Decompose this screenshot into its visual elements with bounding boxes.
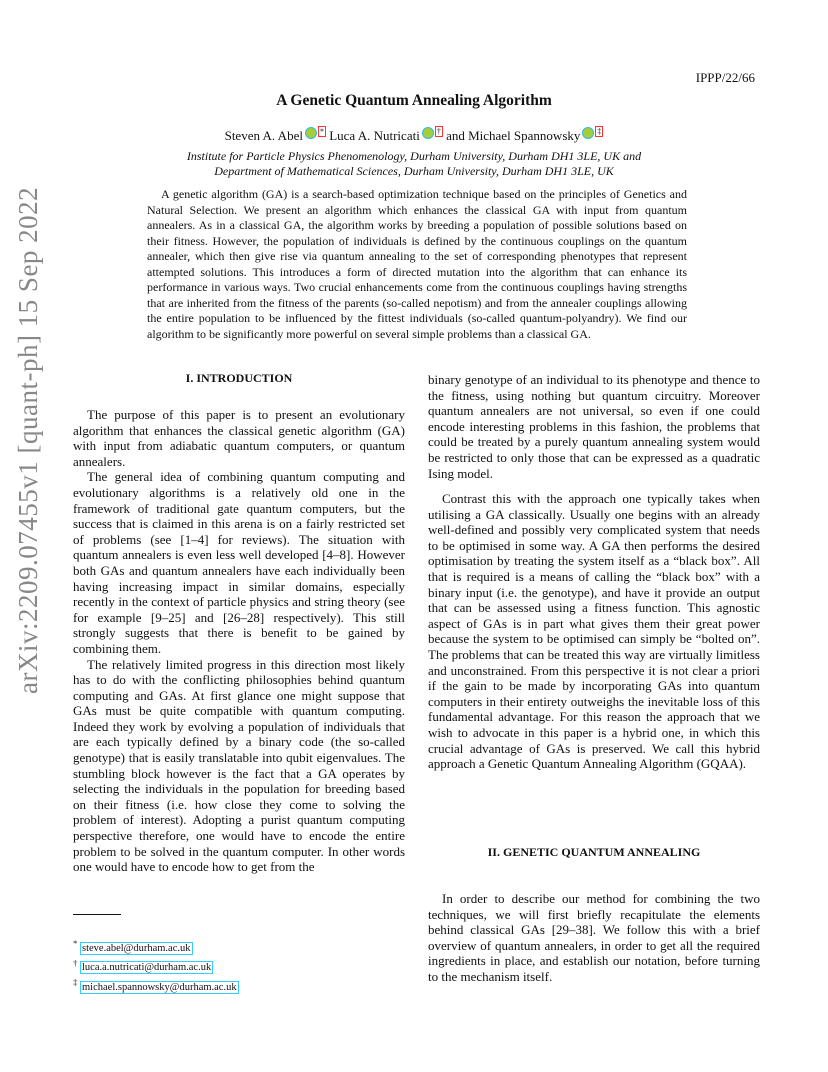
email-link[interactable]: steve.abel@durham.ac.uk: [82, 942, 191, 954]
paragraph: The relatively limited progress in this direction most likely has to do with the conflicting philosophies behind quantum computing and GAs. At first glance one might suppose that GAs must be quite compatible with quantum computing. Indeed they work by evolving a population of individuals that are each typically defined by a binary code (the so-called genotype) that is easily translatable into qubit eigenvalues. The stumbling block however is the fact that a GA operates by selecting the individuals in the population for breeding based on their fitness (i.e. how close they come to solving the problem of interest). Adopting a purist quantum computing perspective therefore, one would have to encode the entire problem to be solved in the quantum computer. In other words one would have to encode how to get from the: [73, 656, 405, 875]
email-link[interactable]: michael.spannowsky@durham.ac.uk: [82, 981, 237, 993]
paragraph: Contrast this with the approach one typically takes when utilising a GA classically. Usually one begins with an already well-defined and possibly very complicated system that needs to be optimised in some way. A GA then performs the desired optimisation by treating the system itself as a “black box”. All that is required is a means of calling the “black box” with a binary input (i.e. the genotype), and have it provide an output that can be assessed using a fitness function. This agnostic aspect of GAs is in part what gives them their great power because the system to be optimised can simply be “bolted on”. The problems that can be treated this way are virtually limitless and unconstrained. From this perspective it is not clear a priori if the gain to be made by incorporating GAs into quantum computers in their entirety outweighs the inevitable loss of this fundamental advantage. For this reason the approach that we wish to advocate in this paper is a hybrid one, in which this crucial advantage of GAs is preserved. We call this hybrid approach a Genetic Quantum Annealing Algorithm (GQAA).: [428, 491, 760, 772]
section-heading-genetic-quantum-annealing: II. GENETIC QUANTUM ANNEALING: [487, 845, 701, 859]
paragraph: binary genotype of an individual to its phenotype and thence to the fitness, using nothing but quantum circuitry. Moreover quantum annealers are not universal, so even if one could encode interesting problems in this fashion, the problems that could be treated by a purely quantum annealing system would be restricted to only those that can be expressed as a quadratic Ising model.: [428, 372, 760, 481]
affiliation: [0, 149, 828, 179]
right-column-continuation: [428, 372, 760, 481]
footnotes: [73, 936, 239, 995]
affiliation-line: Department of Mathematical Sciences, Durham University, Durham DH1 3LE, UK: [214, 164, 614, 178]
author-conjunction: and: [446, 128, 465, 143]
section-heading-introduction: I. INTRODUCTION: [185, 371, 293, 385]
right-column-paragraph: [428, 491, 760, 772]
arxiv-identifier[interactable]: arXiv:2209.07455v1 [quant-ph] 15 Sep 2022: [13, 186, 43, 694]
paragraph: The general idea of combining quantum computing and evolutionary algorithms is a relatively old one in the framework of traditional gate quantum computers, but the success that is claimed in this arena is on a fairly restricted set of problems (see [1–4] for reviews). The situation with quantum annealers is even less well developed [4–8]. However both GAs and quantum annealers have each individually been having increasing impact in similar domains, especially recently in the context of particle physics and string theory (see for example [9–25] and [26–28] respectively). This still strongly suggests that there is benefit to be gained by combining them.: [73, 469, 405, 656]
paragraph: In order to describe our method for combining the two techniques, we will first briefly recapitulate the elements behind classical GAs [29–38]. We follow this with a brief overview of quantum annealers, in order to get all the required ingredients in place, and establish our notation, before turning to the mechanism itself.: [428, 891, 760, 984]
author-name: Steven A. Abel: [224, 128, 303, 143]
author-name: Luca A. Nutricati: [329, 128, 420, 143]
footnote-mark: †: [73, 957, 78, 968]
report-number: IPPP/22/66: [695, 70, 755, 85]
footnote-mark: ‡: [73, 977, 78, 987]
footnote: [73, 956, 239, 976]
email-link[interactable]: luca.a.nutricati@durham.ac.uk: [82, 962, 212, 973]
footnote-marker[interactable]: *: [319, 127, 324, 136]
footnote: [73, 975, 239, 995]
orcid-icon[interactable]: [305, 127, 317, 139]
author-list: [0, 127, 828, 144]
footnote-marker[interactable]: ‡: [597, 127, 602, 136]
abstract: A genetic algorithm (GA) is a search-based optimization technique based on the principles of Genetics and Natural Selection. We present an algorithm which enhances the classical GA with input from quantum annealers. As in a classical GA, the algorithm works by breeding a population of possible solutions based on their fitness. However, the population of individuals is defined by the continuous couplings on the quantum annealer, which then give rise via quantum annealing to the set of corresponding phenotypes that represent attempted solutions. This introduces a form of directed mutation into the algorithm that can enhance its performance in various ways. Two crucial enhancements come from the continuous couplings having strengths that are inherited from the fitness of the parents (so-called nepotism) and from the annealer couplings allowing the entire population to be influenced by the fittest individuals (so-called quantum-polyandry). We find our algorithm to be significantly more powerful on several simple problems than a classical GA.: [147, 187, 687, 341]
paper-title: A Genetic Quantum Annealing Algorithm: [276, 92, 552, 109]
orcid-icon[interactable]: [582, 127, 594, 139]
section2-body: [428, 891, 760, 985]
orcid-icon[interactable]: [422, 127, 434, 139]
footnote: [73, 936, 239, 956]
footnote-marker[interactable]: †: [436, 127, 441, 136]
paragraph: The purpose of this paper is to present an evolutionary algorithm that enhances the classical genetic algorithm (GA) with input from adiabatic quantum computers, or quantum annealers.: [73, 407, 405, 469]
author-name: Michael Spannowsky: [468, 128, 581, 143]
left-column: [73, 407, 405, 875]
affiliation-line: Institute for Particle Physics Phenomenology, Durham University, Durham DH1 3LE, UK and: [186, 149, 642, 163]
footnote-divider: [73, 914, 121, 915]
footnote-mark: *: [73, 938, 78, 948]
